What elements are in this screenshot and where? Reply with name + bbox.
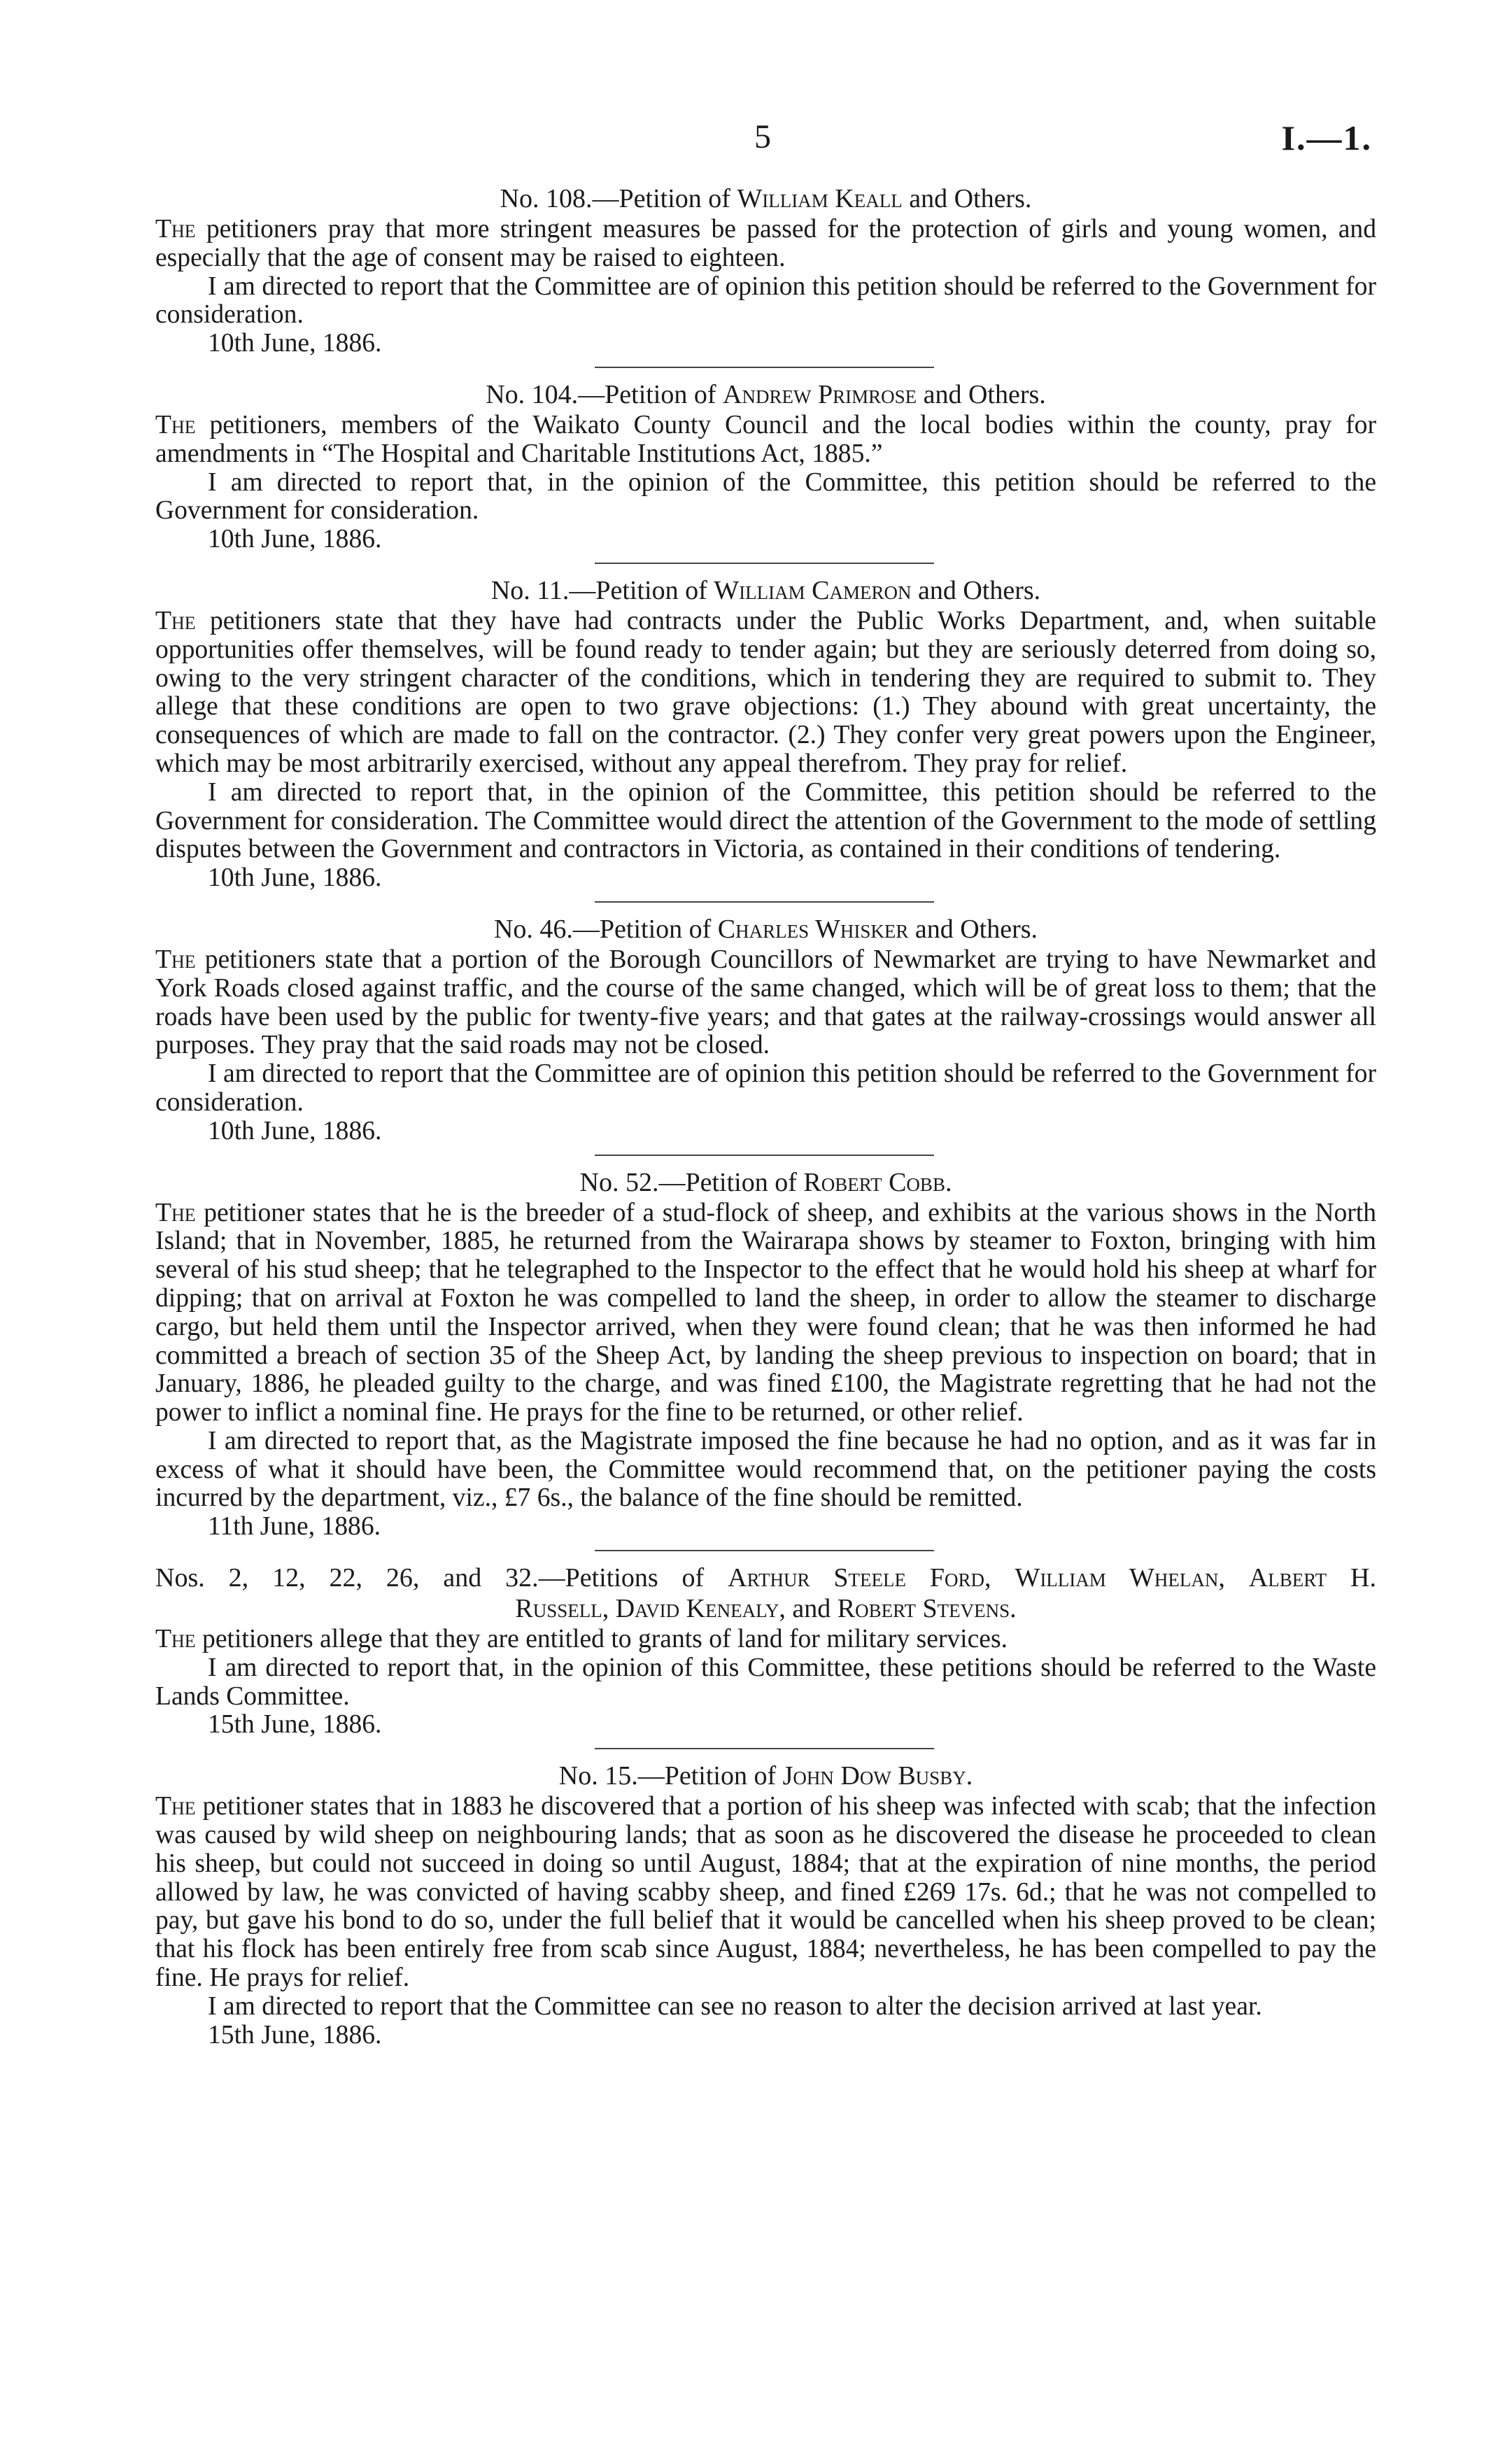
report-date: 11th June, 1886. bbox=[208, 1512, 381, 1541]
petition-title: No. 108.—Petition of William Keall and Others. bbox=[500, 184, 1032, 213]
document-body bbox=[155, 183, 1376, 2049]
section-divider bbox=[595, 901, 934, 903]
report-date: 10th June, 1886. bbox=[208, 1116, 382, 1145]
committee-report: I am directed to report that the Committee are of opinion this petition should be referred to the Government for consideration. bbox=[155, 1059, 1376, 1117]
petition-title: No. 15.—Petition of John Dow Busby. bbox=[558, 1761, 973, 1791]
section-divider bbox=[595, 1155, 934, 1156]
page-number: 5 bbox=[754, 118, 771, 155]
petition-statement: The petitioners allege that they are entitled to grants of land for military services. bbox=[155, 1625, 1008, 1654]
committee-report: I am directed to report that the Committee are of opinion this petition should be referred to the Government for consideration. bbox=[155, 271, 1376, 330]
petition-statement: The petitioner states that he is the breeder of a stud-flock of sheep, and exhibits at the various shows in the North Island; that in November, 1885, he returned from the Wairarapa shows by steamer to Foxton, bringing with him several of his stud sheep; that he telegraphed to the Inspector to the effect that he would hold his sheep at wharf for dipping; that on arrival at Foxton he was compelled to land the sheep, in order to allow the steamer to discharge cargo, but held them until the Inspector arrived, when they were found clean; that he was then informed he had committed a breach of section 35 of the Sheep Act, by landing the sheep previous to inspection on board; that in January, 1886, he pleaded guilty to the charge, and was fined £100, the Magistrate regretting that he had not the power to inflict a nominal fine. He prays for the fine to be returned, or other relief. bbox=[155, 1198, 1376, 1427]
report-date: 10th June, 1886. bbox=[208, 863, 382, 893]
committee-report: I am directed to report that the Committee can see no reason to alter the decision arrived at last year. bbox=[208, 1991, 1262, 2021]
report-date: 10th June, 1886. bbox=[208, 329, 382, 358]
report-date: 15th June, 1886. bbox=[208, 2020, 382, 2049]
petition-statement: The petitioners state that they have had contracts under the Public Works Department, and, when suitable opportunities offer themselves, will be found ready to tender again; but they are seriously deterred from doing so, owing to the very stringent character of the conditions, which in tendering they are required to submit to. They allege that these conditions are open to two grave objections: (1.) They abound with great uncertainty, the consequences of which are made to fall on the contractor. (2.) They confer very great powers upon the Engineer, which may be most arbitrarily exercised, without any appeal therefrom. They pray for relief. bbox=[155, 606, 1376, 778]
petition-statement: The petitioners state that a portion of the Borough Councillors of Newmarket are trying to have Newmarket and York Roads closed against traffic, and the course of the same changed, which will be of great loss to them; that the roads have been used by the public for twenty-five years; and that gates at the railway-crossings would answer all purposes. They pray that the said roads may not be closed. bbox=[155, 945, 1376, 1060]
section-divider bbox=[595, 1748, 934, 1749]
petition-title: No. 104.—Petition of Andrew Primrose and Others. bbox=[486, 379, 1046, 409]
petition-46 bbox=[155, 914, 1376, 1146]
petition-52 bbox=[155, 1167, 1376, 1542]
report-date: 15th June, 1886. bbox=[208, 1710, 382, 1739]
section-divider bbox=[595, 367, 934, 368]
petition-15 bbox=[155, 1760, 1376, 2049]
petition-statement: The petitioner states that in 1883 he discovered that a portion of his sheep was infected with scab; that the infection was caused by wild sheep on neighbouring lands; that as soon as he discovered the disease he proceeded to clean his sheep, but could not succeed in doing so until August, 1884; that at the expiration of nine months, the period allowed by law, he was convicted of having scabby sheep, and fined £269 17s. 6d.; that he was not compelled to pay, but gave his bond to do so, under the full belief that it would be cancelled when his sheep proved to be clean; that his flock has been entirely free from scab since August, 1884; nevertheless, he has been compelled to pay the fine. He prays for relief. bbox=[155, 1792, 1376, 1993]
petition-title: No. 46.—Petition of Charles Whisker and Others. bbox=[493, 914, 1038, 944]
petition-title: No. 52.—Petition of Robert Cobb. bbox=[579, 1167, 952, 1197]
committee-report: I am directed to report that, as the Magistrate imposed the fine because he had no option, and as it was far in excess of what it should have been, the Committee would recommend that, on the petitioner paying the costs incurred by the department, viz., £7 6s., the balance of the fine should be remitted. bbox=[155, 1426, 1376, 1513]
committee-report: I am directed to report that, in the opinion of this Committee, these petitions should be referred to the Waste Lands Committee. bbox=[155, 1653, 1376, 1711]
committee-report: I am directed to report that, in the opinion of the Committee, this petition should be referred to the Government for consideration. bbox=[155, 467, 1376, 525]
page-header bbox=[0, 118, 1512, 174]
petition-title: Nos. 2, 12, 22, 26, and 32.—Petitions of Arthur Steele Ford, William Whelan, Albert H. Russell, David Kenealy, and Robert Stevens. bbox=[155, 1563, 1376, 1624]
document-reference: I.—1. bbox=[1281, 118, 1372, 157]
report-date: 10th June, 1886. bbox=[208, 525, 382, 554]
petition-statement: The petitioners pray that more stringent measures be passed for the protection of girls and young women, and especially that the age of consent may be raised to eighteen. bbox=[155, 215, 1377, 272]
petition-108 bbox=[155, 183, 1376, 358]
petition-title: No. 11.—Petition of William Cameron and Others. bbox=[490, 575, 1041, 605]
petition-11 bbox=[155, 575, 1376, 893]
section-divider bbox=[595, 1550, 934, 1551]
petitions-military-land bbox=[155, 1562, 1376, 1739]
section-divider bbox=[595, 563, 934, 564]
petition-104 bbox=[155, 379, 1376, 554]
petition-statement: The petitioners, members of the Waikato County Council and the local bodies within the county, pray for amendments in “The Hospital and Charitable Institutions Act, 1885.” bbox=[155, 410, 1376, 468]
committee-report: I am directed to report that, in the opinion of the Committee, this petition should be referred to the Government for consideration. The Committee would direct the attention of the Government to the mode of settling disputes between the Government and contractors in Victoria, as contained in their conditions of tendering. bbox=[155, 777, 1376, 864]
